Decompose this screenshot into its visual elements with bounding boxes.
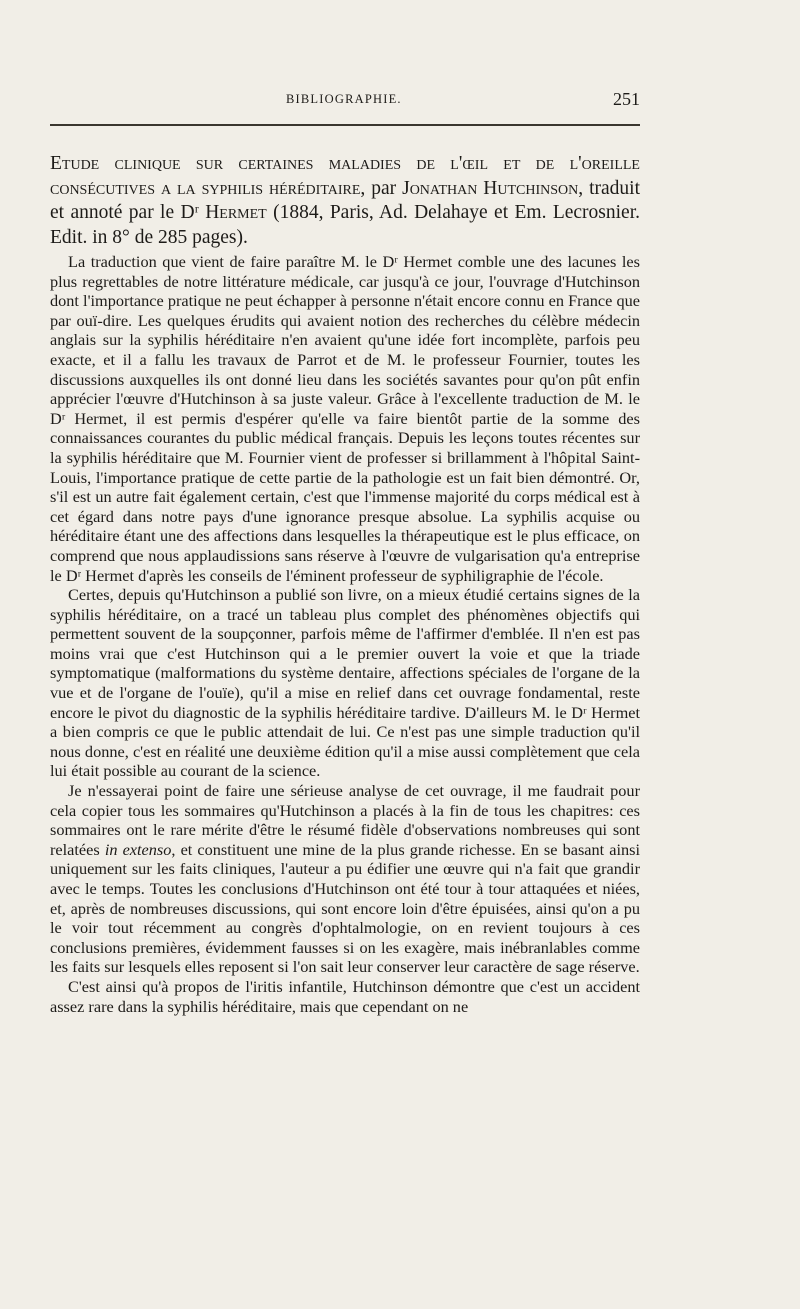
paragraph-2: Certes, depuis qu'Hutchinson a publié son livre, on a mieux étudié certains signes de la syphilis héréditaire, on a tracé un tableau plus complet des phénomènes objectifs qui permettent souvent de la soupçonner, parfois même de l'affirmer d'emblée. Il n'en est pas moins vrai que c'est Hutchinson qui a le premier ouvert la voie et que la triade symptomatique (malformations du système dentaire, affections spéciales de l'organe de la vue et de l'organe de l'ouïe), qu'il a mise en relief dans cet ouvrage fondamental, reste encore le pivot du diagnostic de la syphilis héréditaire tardive. D'ailleurs M. le Dʳ Hermet a bien compris ce que le public attendait de lui. Ce n'est pas une simple traduction qu'il nous donne, c'est en réalité une deuxième édition qu'il a mise aussi complètement que cela lui était possible au courant de la science. <box>50 585 640 781</box>
paragraph-1: La traduction que vient de faire paraître M. le Dʳ Hermet comble une des lacunes les plus regrettables de notre littérature médicale, car jusqu'à ce jour, l'ouvrage d'Hutchinson dont l'importance pratique ne peut échapper à personne n'était encore connu en France que par ouï-dire. Les quelques érudits qui avaient notion des recherches du célèbre médecin anglais sur la syphilis héréditaire n'en avaient qu'une idée fort incomplète, parfois peu exacte, et il a fallu les travaux de Parrot et de M. le professeur Fournier, toutes les discussions auxquelles ils ont donné lieu dans les sociétés savantes pour qu'on pût enfin apprécier l'œuvre d'Hutchinson à sa juste valeur. Grâce à l'excellente traduction de M. le Dʳ Hermet, il est permis d'espérer qu'elle va faire bientôt partie de la somme des connaissances courantes du public médical français. Depuis les leçons toutes récentes sur la syphilis héréditaire que M. Fournier vient de professer si brillamment à l'hôpital Saint-Louis, l'importance pratique de cette partie de la pathologie est un fait bien démontré. Or, s'il est un autre fait également certain, c'est que l'immense majorité du corps médical est à cet égard dans notre pays d'une ignorance presque absolue. La syphilis acquise ou héréditaire étant une des affections dans lesquelles la thérapeutique est le plus efficace, on comprend que nous applaudissions sans réserve à l'œuvre de vulgarisation qu'a entreprise le Dʳ Hermet d'après les conseils de l'éminent professeur de syphiligraphie de l'école. <box>50 252 640 585</box>
page-number: 251 <box>613 89 640 109</box>
paragraph-3-italic: in extenso <box>104 839 172 859</box>
entry-translator: Hermet <box>205 202 267 223</box>
paragraph-4: C'est ainsi qu'à propos de l'iritis infantile, Hutchinson démontre que c'est un accident assez rare dans la syphilis héréditaire, mais que cependant on ne <box>50 976 640 1016</box>
entry-publication-details: (1884, Paris, Ad. Delahaye et Em. Lecrosnier. Edit. in 8° de 285 pages). <box>50 202 640 248</box>
bibliography-entry-title <box>50 152 640 250</box>
running-head <box>50 89 640 112</box>
entry-author: Jonathan Hutchinson <box>402 177 579 199</box>
paragraph-3-part-a: Je n'essayerai point de faire une sérieuse analyse de cet ouvrage, il me faudrait pour cela copier tous les sommaires qu'Hutchinson a placés à la fin de tous les chapitres: ces sommaires ont le rare mérite d'être le résumé fidèle d'observations nombreuses qui sont relatées <box>50 781 640 859</box>
entry-title-small-caps: Etude clinique sur certaines maladies de l'œil et de l'oreille consécutives a la syphilis héréditaire, <box>50 153 640 199</box>
paragraph-3-part-b: , et constituent une mine de la plus grande richesse. En se basant ainsi uniquement sur les faits cliniques, l'auteur a pu édifier une œuvre qui n'a fait que grandir avec le temps. Toutes les conclusions d'Hutchinson ont été tour à tour attaquées et niées, et, après de nombreuses discussions, qui sont encore loin d'être épuisées, ainsi qu'on a pu le voir tout récemment au congrès d'ophtalmologie, on en revient toujours à ces conclusions premières, évidemment fausses si on les exagère, mais inébranlables comme les faits sur lesquels elles reposent si l'on sait leur conserver leur caractère de sage réserve. <box>50 839 641 977</box>
paragraph-3 <box>50 781 640 977</box>
entry-title-connector: par <box>365 177 403 199</box>
running-head-title: BIBLIOGRAPHIE. <box>286 92 402 106</box>
header-rule <box>50 124 640 126</box>
entry-title-translation: , traduit et annoté par le Dʳ <box>50 177 641 223</box>
review-body <box>50 252 640 1016</box>
